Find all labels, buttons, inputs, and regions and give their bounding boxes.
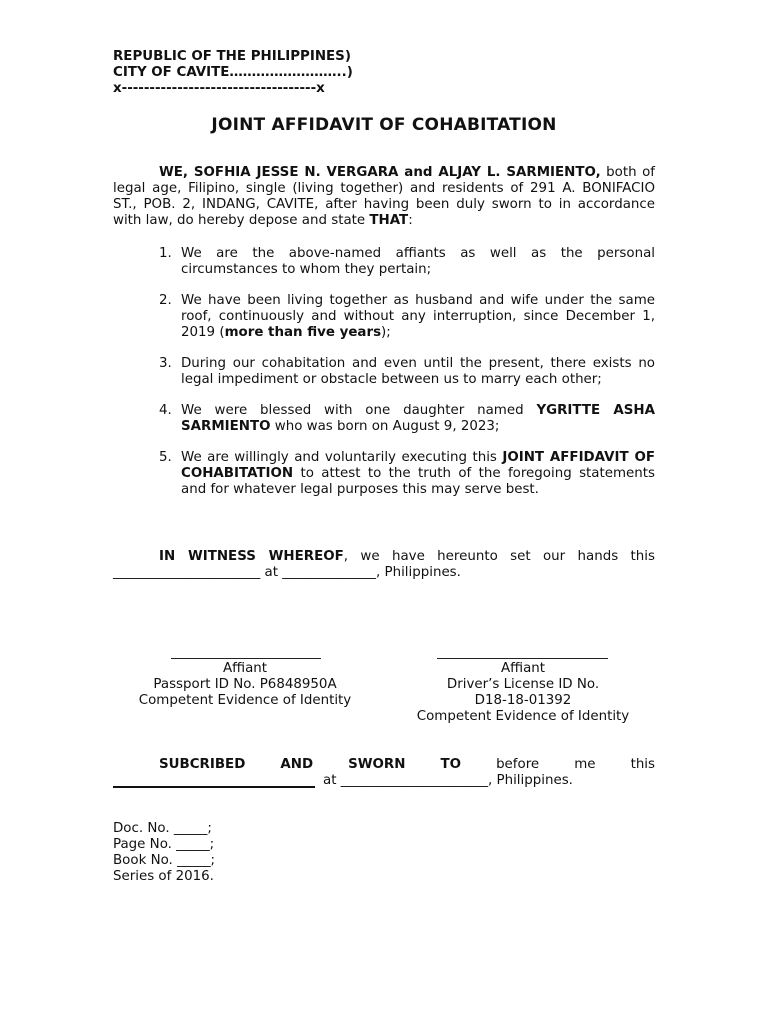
- item-text: We are the above-named affiants as well as the personal circumstances to whom they pertain;: [181, 246, 655, 277]
- venue-header: [113, 49, 413, 97]
- jurat-place-text: at ______________________, Philippines.: [323, 773, 573, 788]
- jurat-line: [113, 757, 655, 773]
- venue-republic: REPUBLIC OF THE PHILIPPINES): [113, 49, 351, 64]
- list-item: [113, 403, 655, 435]
- list-item: [113, 450, 655, 498]
- series-year: Series of 2016.: [113, 869, 214, 884]
- jurat-word: before: [496, 757, 540, 772]
- document-title: JOINT AFFIDAVIT OF COHABITATION: [211, 115, 557, 135]
- doc-number: Doc. No. _____;: [113, 821, 212, 836]
- venue-city: CITY OF CAVITE……………………..): [113, 65, 353, 80]
- page-number: Page No. _____;: [113, 837, 215, 852]
- intro-paragraph: [113, 165, 655, 229]
- witness-heading: IN WITNESS WHEREOF: [159, 549, 344, 564]
- item-text: We are willingly and voluntarily executing this: [181, 450, 503, 465]
- jurat-block: [113, 757, 655, 789]
- jurat-word: this: [630, 757, 655, 772]
- jurat-word: AND: [280, 757, 314, 772]
- item-text: We have been living together as husband and wife under the same roof, continuously and without any interruption, since December 1, 2019 (: [181, 293, 655, 340]
- jurat-date-line: [113, 773, 655, 789]
- affiant-names: WE, SOFHIA JESSE N. VERGARA and ALJAY L. SARMIENTO,: [159, 165, 601, 180]
- list-item: [113, 246, 655, 278]
- list-item: [113, 356, 655, 388]
- item-text: During our cohabitation and even until the present, there exists no legal impediment or obstacle between us to marry each other;: [181, 356, 655, 387]
- item-number: 3.: [159, 356, 172, 371]
- intro-colon: :: [408, 213, 413, 228]
- left-affiant-label: Affiant: [222, 661, 268, 676]
- item-text: We were blessed with one daughter named: [181, 403, 537, 418]
- statement-list: [113, 246, 655, 513]
- witness-paragraph: [113, 549, 655, 581]
- left-signature-line: [171, 658, 321, 659]
- item-number: 4.: [159, 403, 172, 418]
- jurat-date-blank: [113, 786, 315, 788]
- item-text-end: to attest to the truth of the foregoing statements and for whatever legal purposes this may serve best.: [181, 466, 655, 497]
- jurat-word: me: [574, 757, 596, 772]
- book-number: Book No. _____;: [113, 853, 216, 868]
- left-passport-id: Passport ID No. P6848950A: [153, 677, 337, 692]
- left-evidence-label: Competent Evidence of Identity: [138, 693, 352, 708]
- venue-divider: x-----------------------------------x: [113, 81, 325, 96]
- witness-text: , we have hereunto set our hands this: [343, 549, 655, 564]
- intro-text: both of legal age, Filipino, single (living together) and residents of 291 A. BONIFACIO ST., POB. 2, INDANG, CAVITE, after having been duly sworn to in accordance with law, do hereby depose and state: [113, 165, 655, 228]
- item-number: 5.: [159, 450, 172, 465]
- intro-that: THAT: [369, 213, 409, 228]
- item-number: 2.: [159, 293, 172, 308]
- item-emphasis: more than five years: [224, 325, 382, 340]
- right-signature-block: [382, 661, 664, 725]
- right-license-number: D18-18-01392: [474, 693, 572, 708]
- item-text-end: );: [381, 325, 391, 340]
- left-signature-block: [110, 661, 380, 709]
- item-text-end: who was born on August 9, 2023;: [270, 419, 500, 434]
- right-signature-line: [437, 658, 608, 659]
- jurat-word: SWORN: [348, 757, 406, 772]
- right-evidence-label: Competent Evidence of Identity: [416, 709, 630, 724]
- notarial-ledger: [113, 821, 313, 885]
- right-affiant-label: Affiant: [500, 661, 546, 676]
- jurat-word: SUBCRIBED: [159, 757, 246, 772]
- right-license-label: Driver’s License ID No.: [446, 677, 600, 692]
- jurat-word: TO: [440, 757, 462, 772]
- item-emphasis: JOINT AFFIDAVIT OF COHABITATION: [181, 450, 655, 481]
- item-emphasis: YGRITTE ASHA SARMIENTO: [181, 403, 655, 434]
- item-number: 1.: [159, 246, 172, 261]
- list-item: [113, 293, 655, 341]
- witness-blank-line: ______________________ at ______________, Philippines.: [113, 565, 461, 580]
